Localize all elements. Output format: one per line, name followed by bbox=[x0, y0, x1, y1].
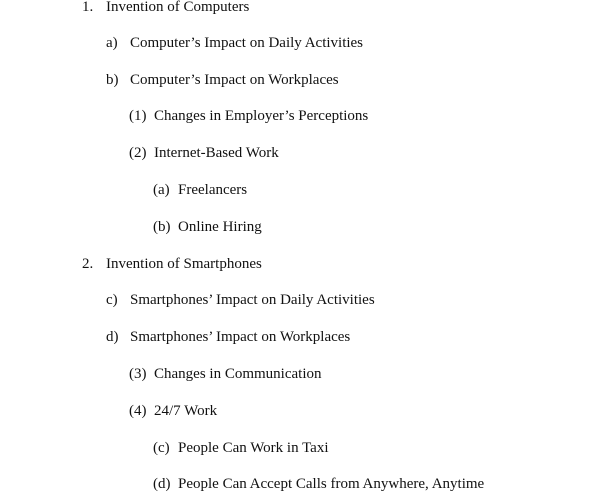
outline-text: Changes in Employer’s Perceptions bbox=[154, 108, 369, 124]
outline-text: Computer’s Impact on Daily Activities bbox=[130, 35, 364, 51]
outline-marker: 1. bbox=[82, 0, 94, 15]
outline-marker: (2) bbox=[129, 145, 147, 161]
outline-marker: (c) bbox=[153, 440, 170, 456]
outline-item-level1 bbox=[82, 0, 249, 16]
outline-marker: a) bbox=[106, 35, 118, 51]
outline-marker: (4) bbox=[129, 403, 147, 419]
outline-marker: 2. bbox=[82, 256, 94, 272]
outline-text: People Can Accept Calls from Anywhere, Anytime bbox=[178, 476, 485, 492]
outline-marker: (a) bbox=[153, 182, 170, 198]
outline-marker: b) bbox=[106, 72, 119, 88]
outline-text: Computer’s Impact on Workplaces bbox=[130, 72, 339, 88]
outline-item-level2 bbox=[106, 328, 350, 346]
outline-text: People Can Work in Taxi bbox=[178, 440, 329, 456]
outline-text: Smartphones’ Impact on Workplaces bbox=[130, 329, 351, 345]
outline-item-level3 bbox=[129, 144, 279, 162]
outline-item-level3 bbox=[129, 402, 217, 420]
outline-text: Internet-Based Work bbox=[154, 145, 279, 161]
outline-text: Invention of Computers bbox=[106, 0, 250, 15]
outline-item-level3 bbox=[129, 107, 368, 125]
outline-marker: c) bbox=[106, 292, 118, 308]
outline-item-level2 bbox=[106, 34, 363, 52]
outline-text: Freelancers bbox=[178, 182, 248, 198]
outline-item-level4 bbox=[153, 218, 262, 236]
outline-item-level1 bbox=[82, 255, 262, 273]
outline-marker: (3) bbox=[129, 366, 147, 382]
outline-text: 24/7 Work bbox=[154, 403, 218, 419]
outline-marker: (b) bbox=[153, 219, 171, 235]
outline-text: Smartphones’ Impact on Daily Activities bbox=[130, 292, 375, 308]
outline-item-level2 bbox=[106, 71, 339, 89]
outline-item-level3 bbox=[129, 365, 321, 383]
outline-marker: d) bbox=[106, 329, 119, 345]
outline-text: Invention of Smartphones bbox=[106, 256, 262, 272]
outline-item-level4 bbox=[153, 439, 329, 457]
outline-marker: (d) bbox=[153, 476, 171, 492]
outline-item-level4 bbox=[153, 475, 484, 493]
outline-text: Changes in Communication bbox=[154, 366, 322, 382]
outline-text: Online Hiring bbox=[178, 219, 262, 235]
outline-marker: (1) bbox=[129, 108, 147, 124]
outline-item-level2 bbox=[106, 291, 375, 309]
outline-item-level4 bbox=[153, 181, 247, 199]
